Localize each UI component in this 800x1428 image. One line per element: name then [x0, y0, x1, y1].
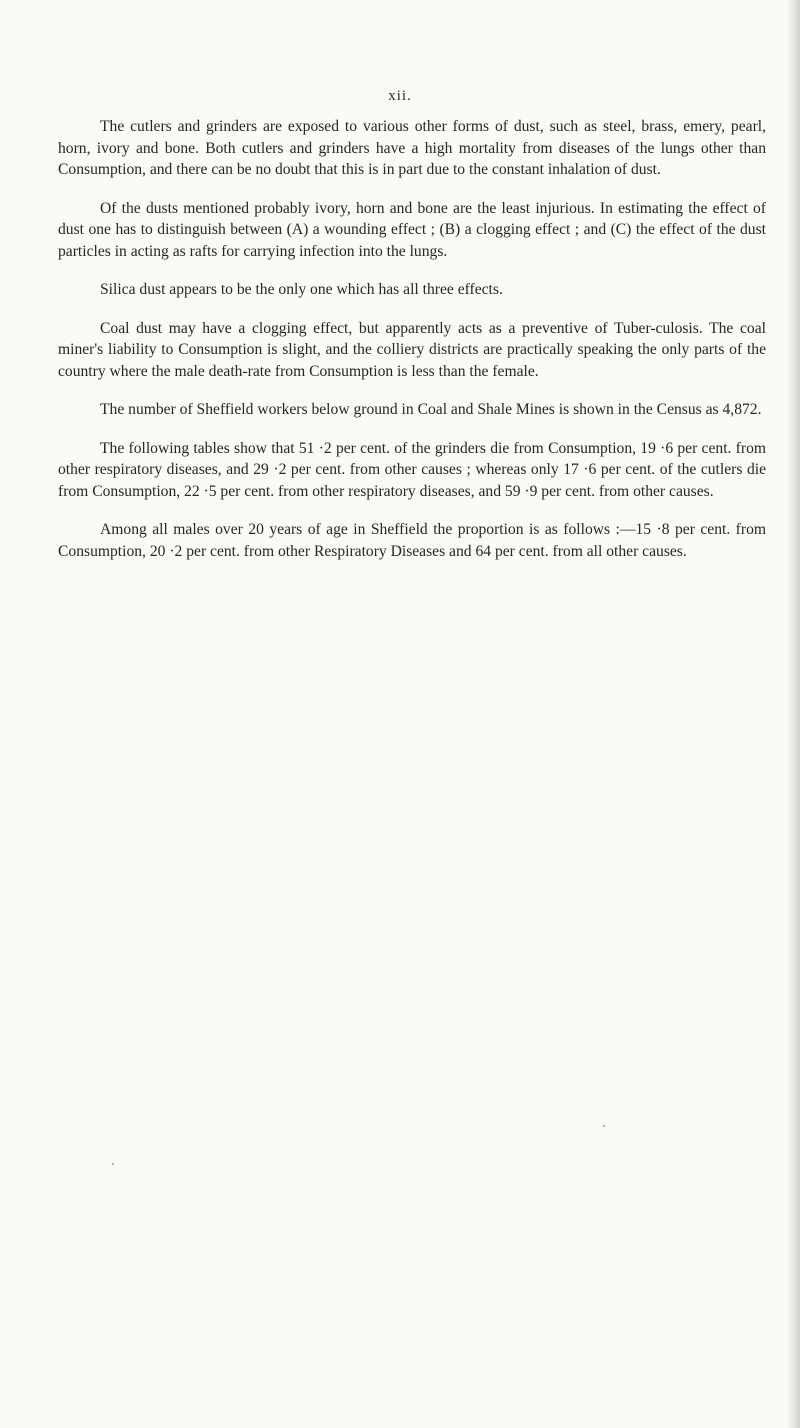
- paragraph-dust-effects: Of the dusts mentioned probably ivory, horn and bone are the least injurious. In estimating the effect of dust one has to distinguish between (A) a wounding effect ; (B) a clogging effect ; and (C) the effect of the dust particles in acting as rafts for carrying infection into the lungs.: [58, 199, 766, 260]
- paragraph-mortality-tables: The following tables show that 51 ·2 per cent. of the grinders die from Consumption, 19 ·6 per cent. from other respiratory diseases, and 29 ·2 per cent. from other causes ; whereas only 17 ·6 per cent. of the cutlers die from Consumption, 22 ·5 per cent. from other respiratory diseases, and 59 ·9 per cent. from other causes.: [58, 439, 766, 500]
- paragraph-cutlers-grinders-dust: The cutlers and grinders are exposed to various other forms of dust, such as steel, brass, emery, pearl, horn, ivory and bone. Both cutlers and grinders have a high mortality from diseases of the lungs other than Consumption, and there can be no doubt that this is in part due to the constant inhalation of dust.: [58, 118, 766, 178]
- page-edge-shadow: [786, 0, 800, 1428]
- paper-speck: [603, 1125, 605, 1127]
- paragraph-all-males-proportion: Among all males over 20 years of age in Sheffield the proportion is as follows :—15 ·8 per cent. from Consumption, 20 ·2 per cent. from other Respiratory Diseases and 64 per cent. from all other causes.: [58, 521, 766, 560]
- page-number: xii.: [388, 88, 412, 104]
- paragraph-coal-shale-workers: The number of Sheffield workers below ground in Coal and Shale Mines is shown in the Census as 4,872.: [100, 401, 762, 418]
- paragraph-silica-dust: Silica dust appears to be the only one which has all three effects.: [100, 281, 503, 298]
- body-text: [58, 116, 766, 579]
- paragraph-coal-dust: Coal dust may have a clogging effect, but apparently acts as a preventive of Tuber-culosis. The coal miner's liability to Consumption is slight, and the colliery districts are practically speaking the only parts of the country where the male death-rate from Consumption is less than the female.: [58, 319, 766, 380]
- paper-speck: [112, 1163, 114, 1165]
